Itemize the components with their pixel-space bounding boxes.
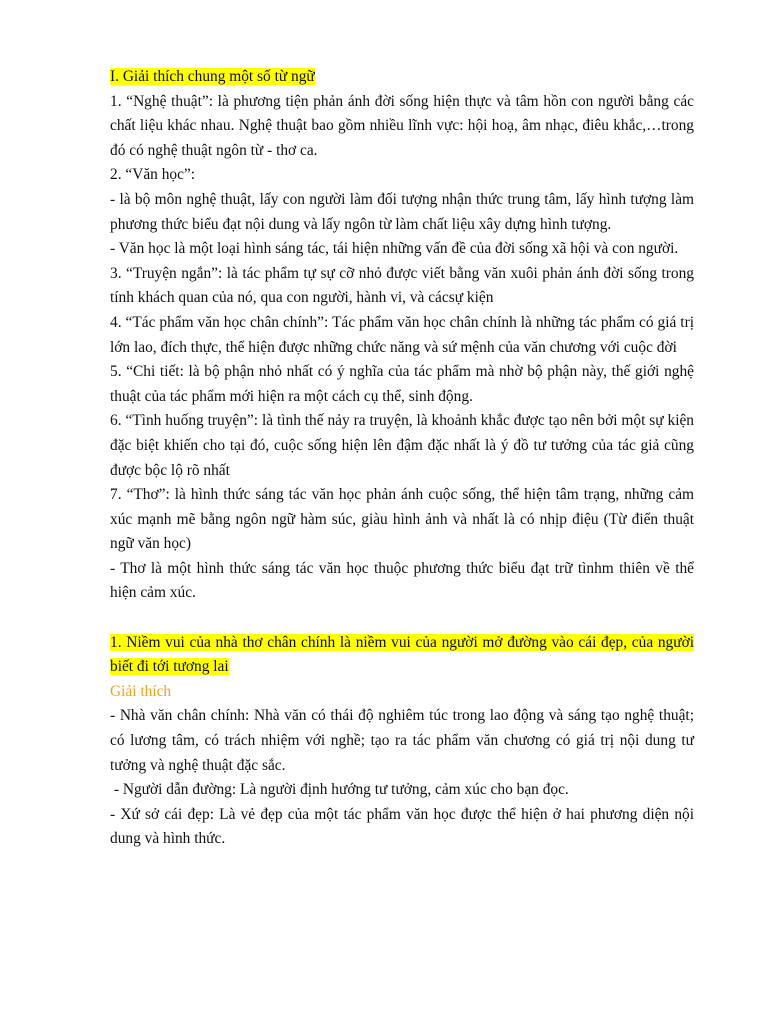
- section-heading-text: I. Giải thích chung một số từ ngữ: [110, 68, 315, 85]
- glossary-item-chi-tiet: 5. “Chi tiết: là bộ phận nhỏ nhất có ý nghĩa của tác phẩm mà nhờ bộ phận này, thế giới nghệ thuật của tác phẩm mới hiện ra một cách cụ thể, sinh động.: [110, 363, 694, 405]
- explanation-xu-so-cai-dep: - Xứ sở cái đẹp: Là vẻ đẹp của một tác phẩm văn học được thể hiện ở hai phương diện nội dung và hình thức.: [110, 805, 694, 848]
- explanation-nguoi-dan-duong: - Người dẫn đường: Là người định hướng tư tưởng, cảm xúc cho bạn đọc.: [110, 781, 569, 799]
- glossary-subitem-van-hoc-2: - Văn học là một loại hình sáng tác, tái hiện những vấn đề của đời sống xã hội và con người.: [110, 240, 679, 258]
- glossary-item-van-hoc: 2. “Văn học”:: [110, 166, 196, 184]
- glossary-item-truyen-ngan: 3. “Truyện ngắn”: là tác phẩm tự sự cỡ nhỏ được viết bằng văn xuôi phản ánh đời sống trong tính khách quan của nó, qua con người, hành vi, và cácsự kiện: [110, 264, 694, 307]
- explain-label: Giải thích: [110, 682, 172, 700]
- glossary-item-nghe-thuat: 1. “Nghệ thuật”: là phương tiện phản ánh đời sống hiện thực và tâm hồn con người bằng các chất liệu khác nhau. Nghệ thuật bao gồm nhiều lĩnh vực: hội hoạ, âm nhạc, điêu khắc,…trong đó có nghệ thuật ngôn từ - thơ ca.: [110, 92, 694, 159]
- explanation-nha-van-chan-chinh: - Nhà văn chân chính: Nhà văn có thái độ nghiêm túc trong lao động và sáng tạo nghệ thuật; có lương tâm, có trách nhiệm với nghề; tạo ra tác phẩm văn chương có giá trị nội dung tư tưởng và nghệ thuật đặc sắc.: [110, 707, 694, 774]
- glossary-item-tho: 7. “Thơ”: là hình thức sáng tác văn học phản ánh cuộc sống, thể hiện tâm trạng, những cảm xúc mạnh mẽ bằng ngôn ngữ hàm súc, giàu hình ảnh và nhất là có nhịp điệu (Từ điển thuật ngữ văn học): [110, 486, 694, 553]
- glossary-item-tac-pham-chan-chinh: 4. “Tác phẩm văn học chân chính”: Tác phẩm văn học chân chính là những tác phẩm có giá trị lớn lao, đích thực, thể hiện được những chức năng và sứ mệnh của văn chương với cuộc đời: [110, 313, 694, 356]
- glossary-subitem-van-hoc-1: - là bộ môn nghệ thuật, lấy con người làm đối tượng nhận thức trung tâm, lấy hình tượng làm phương thức biểu đạt nội dung và lấy ngôn từ làm chất liệu xây dựng hình tượng.: [110, 190, 694, 233]
- glossary-subitem-tho: - Thơ là một hình thức sáng tác văn học thuộc phương thức biểu đạt trữ tìnhm thiên về thể hiện cảm xúc.: [110, 559, 694, 602]
- quote-heading: [110, 631, 694, 680]
- quote-heading-text: 1. Niềm vui của nhà thơ chân chính là niềm vui của người mở đường vào cái đẹp, của người biết đi tới tương lai: [110, 633, 694, 676]
- document-page: [110, 65, 694, 852]
- glossary-item-tinh-huong-truyen: 6. “Tình huống truyện”: là tình thế nảy ra truyện, là khoảnh khắc được tạo nên bởi một sự kiện đặc biệt khiến cho tại đó, cuộc sống hiện lên đậm đặc nhất là ý đồ tư tưởng của tác giả cũng được bộc lộ rõ nhất: [110, 412, 694, 479]
- paragraph-spacer: [110, 606, 694, 631]
- section-heading: [110, 65, 694, 90]
